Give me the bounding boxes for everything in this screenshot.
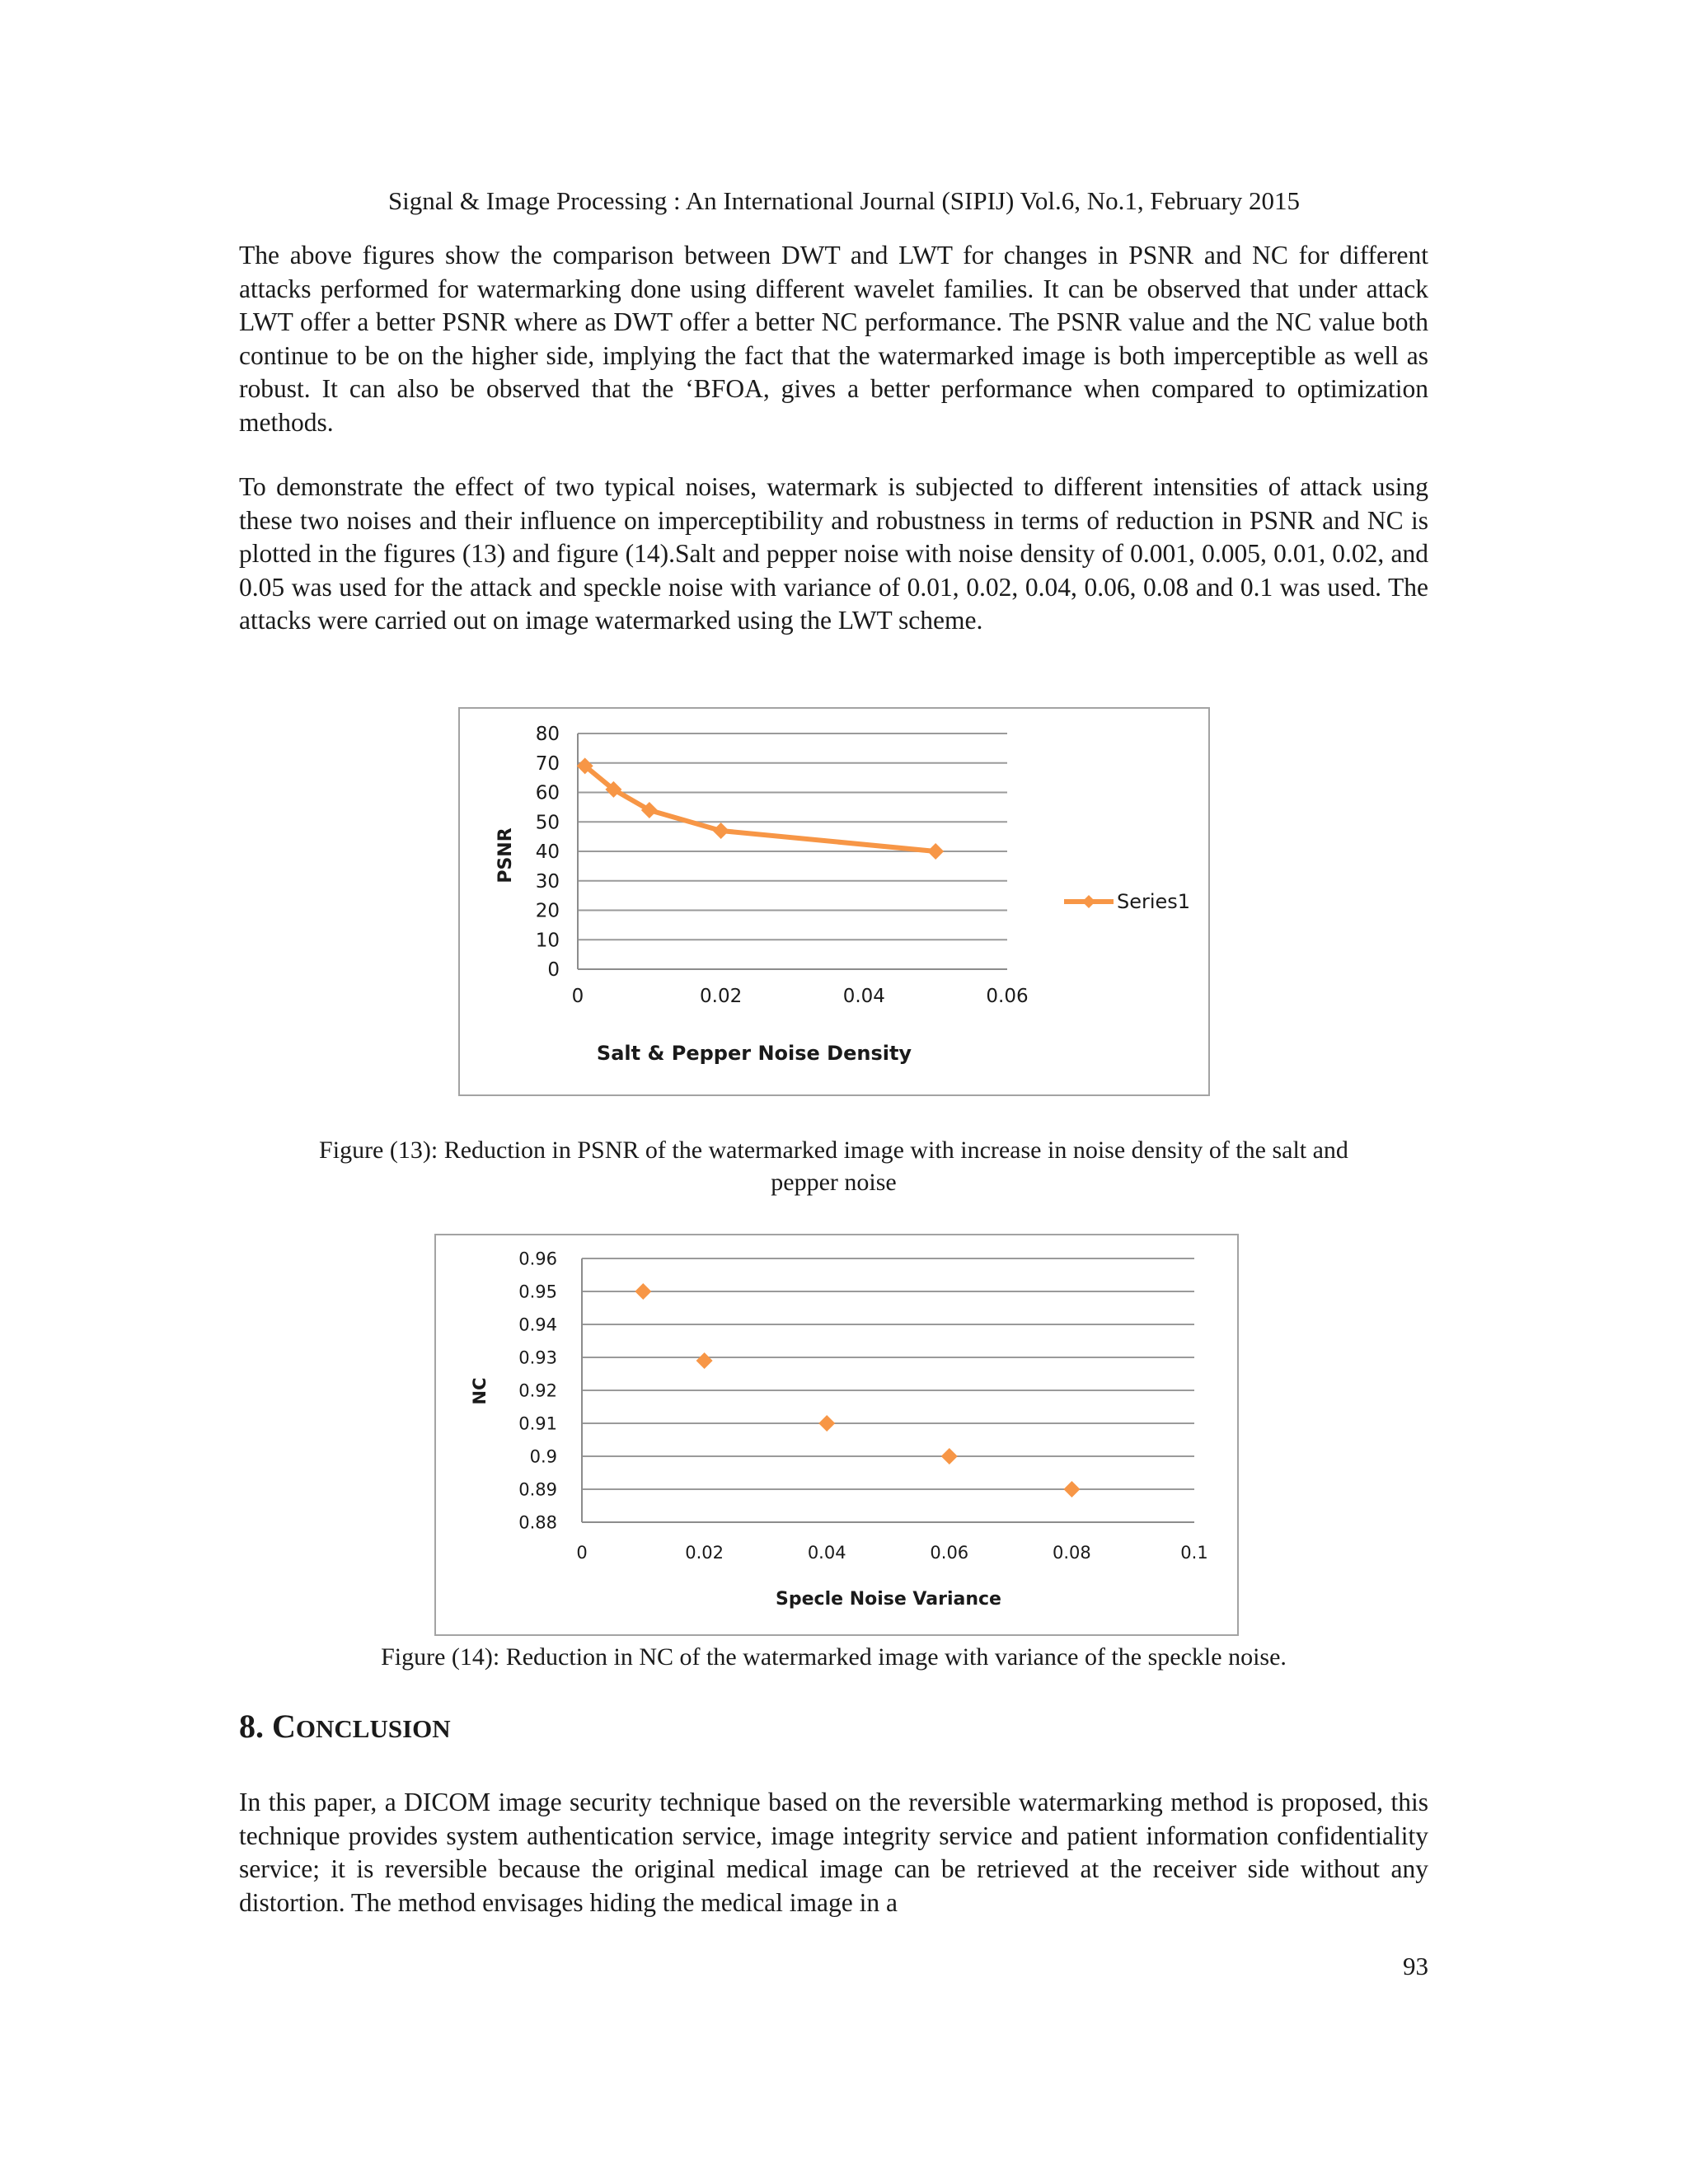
x-tick-label: 0 [576, 1543, 588, 1563]
data-point [927, 843, 944, 860]
y-tick-label: 0.96 [518, 1249, 557, 1269]
x-tick-label: 0.06 [930, 1543, 969, 1563]
y-tick-label: 0.92 [518, 1380, 557, 1401]
y-tick-label: 0.91 [518, 1413, 557, 1434]
figure-13-caption-line1: Figure (13): Reduction in PSNR of the watermarked image with increase in noise density of the salt and [319, 1137, 1348, 1164]
speckle-axis-label: Specle Noise Variance [776, 1589, 1001, 1610]
legend-series-label: Series1 [1117, 890, 1191, 913]
y-tick-label: 80 [535, 724, 560, 746]
figure-14-chart [434, 1234, 1239, 1636]
data-point [635, 1283, 651, 1300]
y-tick-label: 40 [535, 841, 560, 864]
figure-14-caption: Figure (14): Reduction in NC of the watermarked image with variance of the speckle noise. [381, 1643, 1287, 1671]
data-point [713, 823, 729, 839]
paragraph-conclusion: In this paper, a DICOM image security technique based on the reversible watermarking method is proposed, this technique provides system authentication service, image integrity service and patient information confidentiality service; it is reversible because the original medical image can be retrieved at the receiver side without any distortion. The method envisages hiding the medical image in a [239, 1788, 1428, 1917]
y-tick-label: 0 [547, 959, 560, 982]
y-tick-label: 30 [535, 870, 560, 893]
x-tick-label: 0.04 [807, 1543, 846, 1563]
x-tick-label: 0.06 [986, 986, 1029, 1007]
x-tick-label: 0.04 [842, 986, 885, 1007]
x-tick-label: 0.1 [1180, 1543, 1208, 1563]
page-number: 93 [1403, 1952, 1428, 1980]
section-heading-conclusion [239, 1706, 451, 1750]
y-tick-label: 0.88 [518, 1512, 557, 1533]
section-title-rest: ONCLUSION [295, 1714, 451, 1743]
x-tick-label: 0.08 [1053, 1543, 1091, 1563]
section-title-initial: C [272, 1708, 296, 1745]
series-line [585, 766, 935, 851]
data-point [818, 1415, 835, 1432]
y-tick-label: 0.95 [518, 1282, 557, 1302]
chart-legend [1064, 890, 1190, 913]
nc-axis-label: NC [470, 1377, 490, 1405]
paragraph-noise-attacks: To demonstrate the effect of two typical noises, watermark is subjected to different intensities of attack using these two noises and their influence on imperceptibility and robustness in terms of reduction in PSNR and NC is plotted in the figures (13) and figure (14).Salt and pepper noise with noise density of 0.001, 0.005, 0.01, 0.02, and 0.05 was used for the attack and speckle noise with variance of 0.01, 0.02, 0.04, 0.06, 0.08 and 0.1 was used. The attacks were carried out on image watermarked using the LWT scheme. [239, 472, 1428, 635]
salt-pepper-axis-label: Salt & Pepper Noise Density [596, 1042, 912, 1065]
y-tick-label: 20 [535, 900, 560, 922]
psnr-axis-label: PSNR [495, 827, 516, 883]
x-tick-label: 0 [571, 986, 584, 1007]
running-header: Signal & Image Processing : An International Journal (SIPIJ) Vol.6, No.1, February 2015 [387, 186, 1301, 215]
x-tick-label: 0.02 [685, 1543, 724, 1563]
figure-13-caption-line2: pepper noise [771, 1169, 897, 1196]
x-tick-label: 0.02 [700, 986, 743, 1007]
paragraph-comparison: The above figures show the comparison between DWT and LWT for changes in PSNR and NC for different attacks performed for watermarking done using different wavelet families. It can be observed that under attack LWT offer a better PSNR where as DWT offer a better NC performance. The PSNR value and the NC value both continue to be on the higher side, implying the fact that the watermarked image is both imperceptible as well as robust. It can also be observed that the ‘BFOA, gives a better performance when compared to optimization methods. [239, 241, 1428, 437]
y-tick-label: 10 [535, 930, 560, 952]
y-tick-label: 60 [535, 782, 560, 804]
y-tick-label: 50 [535, 812, 560, 834]
y-tick-label: 70 [535, 752, 560, 775]
psnr-line-chart [460, 709, 1208, 1094]
section-number: 8. [239, 1708, 272, 1745]
y-tick-label: 0.93 [518, 1347, 557, 1368]
figure-13-chart [458, 707, 1210, 1096]
legend-marker [1082, 895, 1095, 908]
data-point [941, 1448, 958, 1465]
data-point [1063, 1481, 1080, 1497]
nc-scatter-chart [436, 1235, 1237, 1634]
data-point [696, 1352, 713, 1369]
y-tick-label: 0.89 [518, 1479, 557, 1500]
y-tick-label: 0.9 [529, 1446, 557, 1467]
y-tick-label: 0.94 [518, 1315, 557, 1335]
